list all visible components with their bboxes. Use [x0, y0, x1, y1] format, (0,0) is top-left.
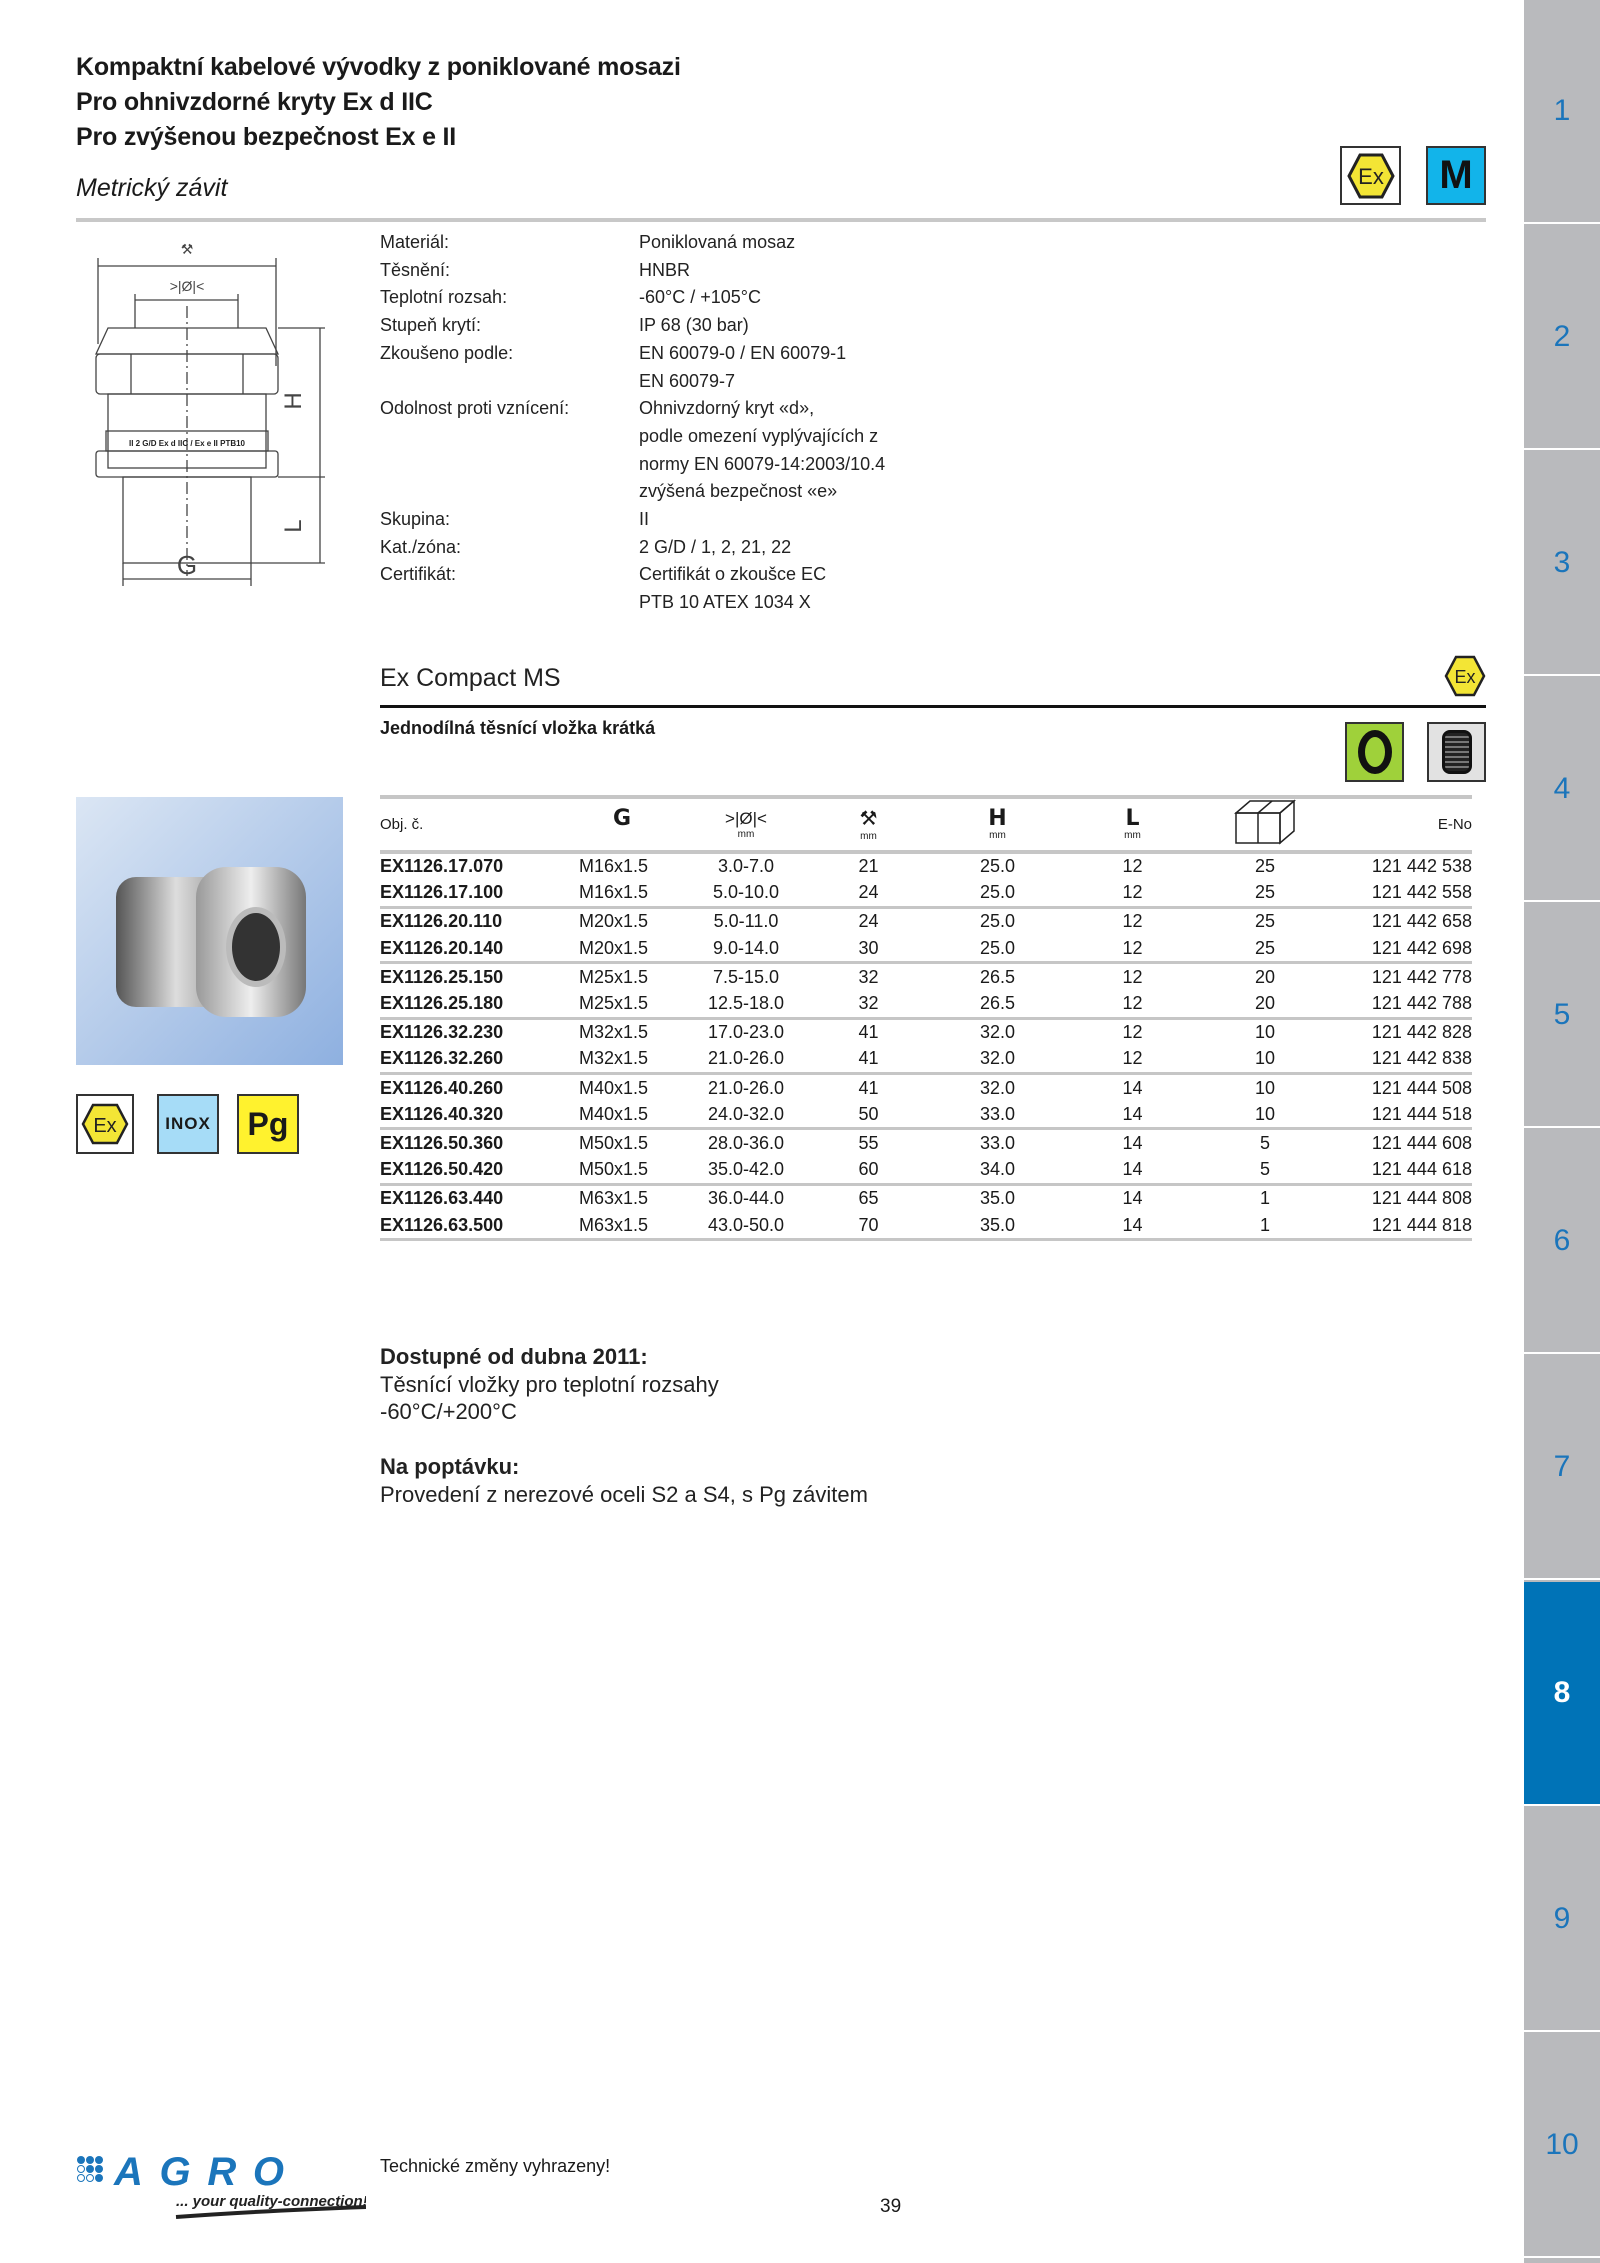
table-cell: M32x1.5: [579, 1048, 649, 1069]
table-cell: M50x1.5: [579, 1159, 649, 1180]
table-cell: EX1126.32.260: [380, 1048, 504, 1069]
table-cell: 32: [827, 963, 910, 991]
table-cell: 12.5-18.0: [707, 993, 785, 1014]
col-diam: >|Ø|<: [725, 808, 767, 828]
table-cell: 3.0-7.0: [717, 856, 775, 877]
table-cell: EX1126.25.180: [380, 993, 504, 1014]
table-row: [380, 852, 1472, 880]
table-cell: 21: [858, 856, 879, 877]
chapter-tab-3[interactable]: 3: [1524, 452, 1600, 676]
spec-value-line: Certifikát o zkoušce EC: [639, 564, 827, 585]
table-row: [380, 1074, 1472, 1102]
table-cell: 1: [1180, 1184, 1350, 1212]
spec-value-line: normy EN 60079-14:2003/10.4: [639, 453, 886, 474]
availability-note: [380, 1343, 719, 1426]
inox-badge: INOX: [157, 1094, 219, 1154]
table-cell: 121 442 838: [1371, 1048, 1472, 1069]
table-cell: M25x1.5: [579, 993, 649, 1014]
table-row: [380, 1157, 1472, 1185]
table-cell: M63x1.5: [560, 1212, 665, 1240]
spec-value-line: IP 68 (30 bar): [639, 315, 749, 336]
table-cell: 121 444 818: [1350, 1212, 1472, 1240]
spec-row: [380, 340, 885, 395]
table-cell: M40x1.5: [560, 1074, 665, 1102]
table-cell: 32.0: [979, 1048, 1016, 1069]
table-cell: 121 442 538: [1371, 856, 1472, 877]
spec-value: [639, 395, 885, 506]
ex-badge: [1340, 146, 1401, 205]
table-cell: EX1126.63.500: [380, 1212, 560, 1240]
page-number: 39: [880, 2196, 902, 2217]
table-cell: 121 444 518: [1371, 1103, 1472, 1124]
spec-value: [639, 229, 795, 257]
table-cell: 121 444 618: [1371, 1159, 1472, 1180]
col-h: H: [988, 805, 1007, 831]
col-obj: Obj. č.: [380, 797, 560, 852]
chapter-tab-4[interactable]: 4: [1524, 678, 1600, 902]
table-cell: M25x1.5: [560, 963, 665, 991]
svg-text:Ex: Ex: [1357, 163, 1384, 189]
table-cell: 55: [827, 1129, 910, 1157]
table-cell: M16x1.5: [579, 882, 649, 903]
table-cell: 70: [827, 1212, 910, 1240]
table-cell: 34.0: [979, 1159, 1016, 1180]
chapter-sidebar: [1524, 0, 1600, 2263]
table-cell: 12: [1122, 856, 1143, 877]
insert-type: Jednodílná těsnící vložka krátká: [380, 718, 656, 738]
table-cell: 10: [1180, 1074, 1350, 1102]
table-cell: 41: [858, 1048, 879, 1069]
note-title: Na poptávku:: [380, 1454, 520, 1479]
table-cell: 35.0: [910, 1212, 1085, 1240]
divider: [76, 218, 1486, 222]
table-cell: 121 442 828: [1350, 1018, 1472, 1046]
spec-label: Skupina:: [380, 509, 451, 530]
request-note: [380, 1453, 868, 1508]
spec-row: [380, 395, 885, 506]
table-cell: 10: [1254, 1048, 1276, 1069]
spec-row: [380, 561, 885, 616]
table-cell: EX1126.40.260: [380, 1074, 560, 1102]
divider: [380, 705, 1486, 708]
technical-drawing: [88, 236, 328, 586]
svg-text:II 2 G/D Ex d IIC / Ex e II PT: II 2 G/D Ex d IIC / Ex e II PTB10: [128, 439, 246, 448]
chapter-tab-2[interactable]: 2: [1524, 226, 1600, 450]
svg-text:G: G: [176, 550, 198, 580]
product-photo: [76, 797, 343, 1065]
unit: mm: [1124, 829, 1141, 841]
seal-ring-icon: [1345, 722, 1404, 782]
table-cell: 10: [1254, 1103, 1276, 1124]
table-row: [380, 990, 1472, 1018]
product-table: [380, 795, 1472, 1241]
table-cell: 17.0-23.0: [665, 1018, 827, 1046]
table-cell: 25: [1254, 856, 1276, 877]
table-cell: 25.0: [979, 856, 1016, 877]
spec-value: [639, 312, 749, 340]
disclaimer: Technické změny vyhrazeny!: [380, 2156, 611, 2176]
table-cell: M20x1.5: [579, 937, 649, 958]
spec-value: [639, 534, 791, 562]
table-cell: 35.0: [910, 1184, 1085, 1212]
chapter-tab-1[interactable]: 1: [1524, 0, 1600, 224]
table-cell: 33.0: [910, 1129, 1085, 1157]
spec-value-line: podle omezení vyplývajících z: [639, 425, 879, 446]
spec-value-line: EN 60079-7: [639, 370, 736, 391]
table-cell: 43.0-50.0: [665, 1212, 827, 1240]
table-cell: 14: [1085, 1129, 1180, 1157]
table-cell: 28.0-36.0: [665, 1129, 827, 1157]
table-cell: 25: [1254, 882, 1276, 903]
table-cell: 121 442 658: [1350, 907, 1472, 935]
table-cell: 121 444 808: [1350, 1184, 1472, 1212]
spec-row: [380, 312, 885, 340]
spec-value: [639, 561, 826, 616]
spec-value-line: PTB 10 ATEX 1034 X: [639, 592, 811, 613]
spec-value: [639, 506, 649, 534]
svg-text:⚒: ⚒: [180, 241, 194, 257]
col-eno: E-No: [1350, 797, 1472, 852]
table-cell: 21.0-26.0: [707, 1048, 785, 1069]
chapter-tab-10[interactable]: 10: [1524, 2034, 1600, 2258]
spec-value-line: 2 G/D / 1, 2, 21, 22: [639, 536, 792, 557]
table-cell: 12: [1122, 993, 1143, 1014]
table-cell: 5: [1259, 1159, 1270, 1180]
table-cell: 7.5-15.0: [665, 963, 827, 991]
spec-label: Stupeň krytí:: [380, 315, 482, 336]
table-cell: 121 442 698: [1371, 937, 1472, 958]
spec-label: Zkoušeno podle:: [380, 342, 514, 363]
svg-text:AGRO: AGRO: [114, 2155, 284, 2194]
spec-value-line: HNBR: [639, 259, 691, 280]
table-cell: 25.0: [979, 882, 1016, 903]
spec-label: Materiál:: [380, 232, 450, 252]
table-cell: 30: [858, 937, 879, 958]
spec-value-line: -60°C / +105°C: [639, 287, 761, 308]
spec-value-line: II: [639, 509, 650, 530]
table-cell: EX1126.17.070: [380, 856, 504, 877]
table-cell: 33.0: [979, 1103, 1016, 1124]
table-cell: 60: [858, 1159, 879, 1180]
table-cell: 14: [1085, 1074, 1180, 1102]
table-cell: EX1126.50.360: [380, 1129, 560, 1157]
table-cell: 12: [1085, 1018, 1180, 1046]
spec-label: Kat./zóna:: [380, 536, 462, 557]
svg-text:... your quality-connection!: ... your quality-connection!: [176, 2193, 366, 2210]
table-cell: 121 442 558: [1371, 882, 1472, 903]
title-line: Pro zvýšenou bezpečnost Ex e II: [76, 123, 457, 151]
table-cell: 24: [827, 907, 910, 935]
table-cell: 26.5: [910, 963, 1085, 991]
table-row: [380, 1212, 1472, 1240]
spec-row: [380, 229, 885, 257]
spec-value: [639, 284, 761, 312]
table-row: [380, 1184, 1472, 1212]
spec-row: [380, 506, 885, 534]
col-g: G: [612, 805, 632, 831]
table-cell: 36.0-44.0: [665, 1184, 827, 1212]
wrench-icon: ⚒: [859, 808, 878, 830]
table-row: [380, 963, 1472, 991]
spec-value-line: EN 60079-0 / EN 60079-1: [639, 342, 847, 363]
title-line: Pro ohnivzdorné kryty Ex d IIC: [76, 88, 433, 116]
table-cell: EX1126.25.150: [380, 963, 560, 991]
table-cell: EX1126.20.140: [380, 937, 504, 958]
table-row: [380, 907, 1472, 935]
unit: mm: [989, 829, 1006, 841]
note-line: -60°C/+200°C: [380, 1399, 517, 1424]
spec-value: [639, 257, 690, 285]
table-cell: 32.0: [910, 1018, 1085, 1046]
table-cell: 24: [858, 882, 879, 903]
ex-badge: [76, 1094, 134, 1154]
spec-label: Odolnost proti vznícení:: [380, 398, 570, 419]
note-line: Provedení z nerezové oceli S2 a S4, s Pg závitem: [380, 1481, 868, 1507]
table-cell: 10: [1180, 1018, 1350, 1046]
spec-label: Teplotní rozsah:: [380, 287, 508, 308]
unit: mm: [737, 828, 755, 840]
table-row: [380, 935, 1472, 963]
table-cell: 9.0-14.0: [712, 937, 780, 958]
table-cell: 21.0-26.0: [665, 1074, 827, 1102]
table-cell: EX1126.63.440: [380, 1184, 560, 1212]
seal-insert-icon: [1427, 722, 1486, 782]
table-cell: M16x1.5: [579, 856, 649, 877]
table-cell: 5.0-10.0: [712, 882, 780, 903]
table-cell: EX1126.50.420: [380, 1159, 504, 1180]
table-cell: 25: [1254, 937, 1276, 958]
table-cell: 25: [1180, 907, 1350, 935]
spec-value-line: Poniklovaná mosaz: [639, 232, 796, 252]
chapter-tab-8[interactable]: 8: [1524, 1582, 1600, 1806]
svg-text:H: H: [280, 392, 307, 410]
spec-value-line: Ohnivzdorný kryt «d»,: [639, 398, 815, 419]
spec-value-line: zvýšená bezpečnost «e»: [639, 481, 838, 502]
table-cell: 14: [1122, 1159, 1143, 1180]
table-cell: 41: [827, 1074, 910, 1102]
spec-row: [380, 284, 885, 312]
chapter-tab-5[interactable]: 5: [1524, 904, 1600, 1128]
table-cell: 121 444 508: [1350, 1074, 1472, 1102]
chapter-tab-6[interactable]: 6: [1524, 1130, 1600, 1354]
unit: mm: [860, 831, 877, 842]
table-cell: 20: [1180, 963, 1350, 991]
table-cell: 35.0-42.0: [707, 1159, 785, 1180]
spec-value: [639, 340, 846, 395]
table-cell: 5.0-11.0: [665, 907, 827, 935]
table-cell: 26.5: [979, 993, 1016, 1014]
table-cell: 5: [1180, 1129, 1350, 1157]
table-cell: EX1126.32.230: [380, 1018, 560, 1046]
spec-label: Těsnění:: [380, 259, 451, 280]
table-cell: 24.0-32.0: [707, 1103, 785, 1124]
page-title: [76, 50, 681, 155]
table-cell: M20x1.5: [560, 907, 665, 935]
table-cell: M63x1.5: [560, 1184, 665, 1212]
col-l: L: [1125, 805, 1140, 831]
ex-icon: [1346, 151, 1396, 201]
table-row: [380, 1046, 1472, 1074]
table-cell: 14: [1085, 1184, 1180, 1212]
svg-text:L: L: [280, 519, 307, 533]
table-cell: 14: [1122, 1103, 1143, 1124]
table-cell: 12: [1122, 1048, 1143, 1069]
table-cell: 25.0: [979, 937, 1016, 958]
product-name: Ex Compact MS: [380, 664, 561, 692]
table-cell: 65: [827, 1184, 910, 1212]
note-title: Dostupné od dubna 2011:: [380, 1344, 648, 1369]
title-line: Kompaktní kabelové vývodky z poniklované mosazi: [76, 53, 681, 81]
table-cell: 121 442 788: [1371, 993, 1472, 1014]
table-row: [380, 1018, 1472, 1046]
ex-icon: [1444, 655, 1486, 697]
table-row: [380, 880, 1472, 908]
table-row: [380, 1101, 1472, 1129]
table-cell: 12: [1085, 963, 1180, 991]
table-cell: 121 444 608: [1350, 1129, 1472, 1157]
table-cell: EX1126.40.320: [380, 1103, 504, 1124]
table-cell: EX1126.17.100: [380, 882, 504, 903]
table-cell: 25.0: [910, 907, 1085, 935]
table-cell: 12: [1122, 882, 1143, 903]
svg-text:>|Ø|<: >|Ø|<: [169, 278, 205, 294]
table-cell: M32x1.5: [560, 1018, 665, 1046]
svg-text:Ex: Ex: [1454, 667, 1476, 687]
table-cell: 14: [1085, 1212, 1180, 1240]
table-cell: 41: [827, 1018, 910, 1046]
spec-row: [380, 534, 885, 562]
table-cell: 50: [858, 1103, 879, 1124]
table-cell: 121 442 778: [1350, 963, 1472, 991]
table-header: [380, 797, 1472, 852]
chapter-tab-7[interactable]: 7: [1524, 1356, 1600, 1580]
agro-logo: [76, 2155, 366, 2235]
table-row: [380, 1129, 1472, 1157]
pg-badge: Pg: [237, 1094, 299, 1154]
table-cell: 32: [858, 993, 879, 1014]
table-cell: 20: [1254, 993, 1276, 1014]
chapter-tab-9[interactable]: 9: [1524, 1808, 1600, 2032]
package-icon: [1234, 799, 1296, 845]
table-cell: M40x1.5: [579, 1103, 649, 1124]
table-cell: M50x1.5: [560, 1129, 665, 1157]
note-line: Těsnící vložky pro teplotní rozsahy: [380, 1371, 719, 1397]
table-cell: EX1126.20.110: [380, 907, 560, 935]
subtitle: Metrický závit: [76, 174, 228, 202]
svg-text:Ex: Ex: [93, 1115, 117, 1137]
table-cell: 1: [1180, 1212, 1350, 1240]
table-cell: 32.0: [910, 1074, 1085, 1102]
table-cell: 12: [1122, 937, 1143, 958]
spec-row: [380, 257, 885, 285]
spec-label: Certifikát:: [380, 564, 457, 585]
metric-badge: M: [1426, 146, 1486, 205]
spec-list: [380, 229, 885, 617]
table-cell: 12: [1085, 907, 1180, 935]
